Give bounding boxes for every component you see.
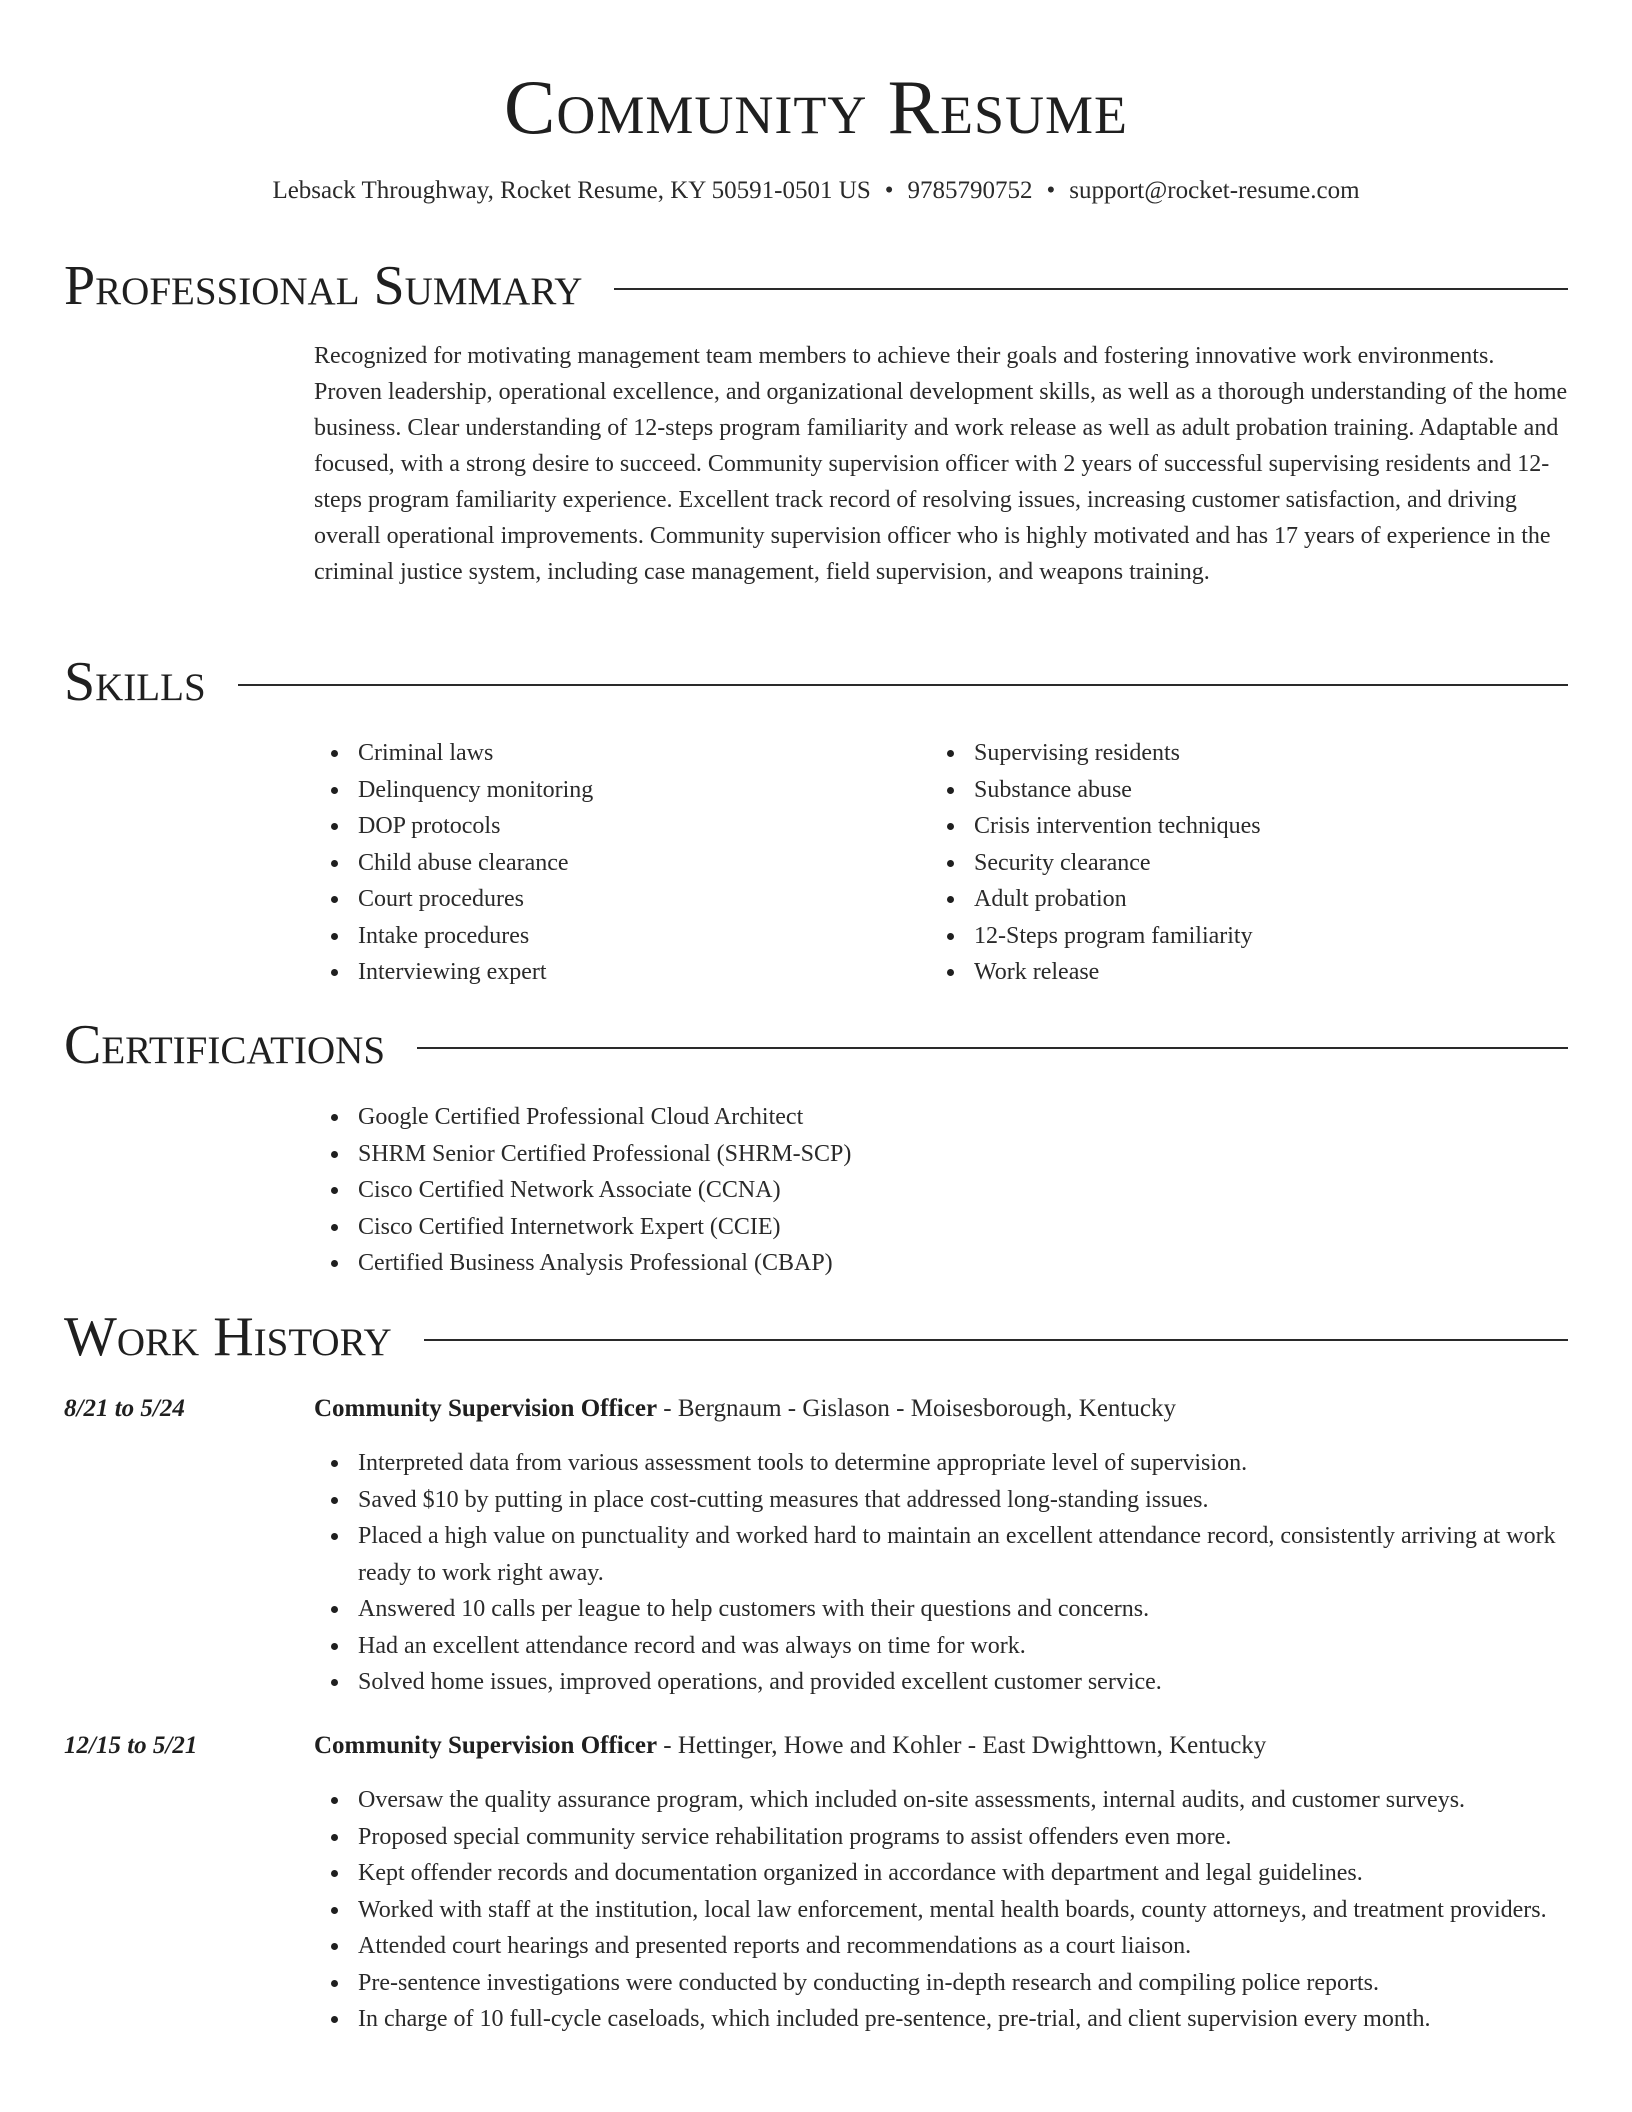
skill-item: Crisis intervention techniques: [930, 808, 1550, 845]
contact-phone: 9785790752: [907, 177, 1033, 204]
job-duty-item: Had an excellent attendance record and was always on time for work.: [314, 1628, 1568, 1665]
certifications-heading: Certifications: [64, 1014, 386, 1076]
job-employer-location: - Bergnaum - Gislason - Moisesborough, Kentucky: [657, 1395, 1176, 1422]
skill-item: Substance abuse: [930, 772, 1550, 809]
job-duties-list: [314, 1445, 1568, 1701]
job-duty-item: Solved home issues, improved operations, and provided excellent customer service.: [314, 1664, 1568, 1701]
resume-name: Community Resume: [504, 64, 1128, 150]
summary-section-header: [64, 254, 1568, 318]
skill-item: Intake procedures: [314, 918, 914, 955]
certification-item: Cisco Certified Internetwork Expert (CCIE): [314, 1209, 1568, 1246]
job-duty-item: Proposed special community service rehabilitation programs to assist offenders even more.: [314, 1819, 1568, 1856]
section-divider: [417, 1047, 1568, 1049]
job-duty-item: Kept offender records and documentation organized in accordance with department and legal guidelines.: [314, 1855, 1568, 1892]
section-divider: [424, 1339, 1568, 1341]
contact-line: [0, 174, 1632, 208]
job-duty-item: Answered 10 calls per league to help customers with their questions and concerns.: [314, 1591, 1568, 1628]
certifications-list: [314, 1099, 1568, 1282]
job-duty-item: Pre-sentence investigations were conducted by conducting in-depth research and compiling police reports.: [314, 1965, 1568, 2002]
certifications-section-header: [64, 1013, 1568, 1077]
job-title-line: [314, 1729, 1568, 1763]
skill-item: Supervising residents: [930, 735, 1550, 772]
summary-text: Recognized for motivating management team members to achieve their goals and fostering innovative work environments. Proven leadership, operational excellence, and organizational development skills, as well as a thorough understanding of the home business. Clear understanding of 12-steps program familiarity and work release as well as adult probation training. Adaptable and focused, with a strong desire to succeed. Community supervision officer with 2 years of successful supervising residents and 12-steps program familiarity experience. Excellent track record of resolving issues, increasing customer satisfaction, and driving overall operational improvements. Community supervision officer who is highly motivated and has 17 years of experience in the criminal justice system, including case management, field supervision, and weapons training.: [314, 343, 1568, 585]
skill-item: Security clearance: [930, 845, 1550, 882]
skill-item: Court procedures: [314, 881, 914, 918]
job-title-line: [314, 1392, 1568, 1426]
job-dates: 12/15 to 5/21: [64, 1732, 198, 1759]
job-duties-list: [314, 1782, 1568, 2038]
certification-item: Google Certified Professional Cloud Architect: [314, 1099, 1568, 1136]
job-duty-item: Interpreted data from various assessment tools to determine appropriate level of supervision.: [314, 1445, 1568, 1482]
skills-section-header: [64, 650, 1568, 714]
job-duty-item: In charge of 10 full-cycle caseloads, which included pre-sentence, pre-trial, and client supervision every month.: [314, 2001, 1568, 2038]
job-duty-item: Attended court hearings and presented reports and recommendations as a court liaison.: [314, 1928, 1568, 1965]
skill-item: Delinquency monitoring: [314, 772, 914, 809]
contact-address: Lebsack Throughway, Rocket Resume, KY 50591-0501 US: [272, 177, 871, 204]
job-dates: 8/21 to 5/24: [64, 1395, 185, 1422]
skill-item: DOP protocols: [314, 808, 914, 845]
certification-item: Certified Business Analysis Professional (CBAP): [314, 1245, 1568, 1282]
job-duty-item: Placed a high value on punctuality and worked hard to maintain an excellent attendance record, consistently arriving at work ready to work right away.: [314, 1518, 1568, 1591]
contact-separator: •: [1046, 177, 1056, 204]
certification-item: SHRM Senior Certified Professional (SHRM-SCP): [314, 1136, 1568, 1173]
skill-item: Child abuse clearance: [314, 845, 914, 882]
job-duty-item: Worked with staff at the institution, local law enforcement, mental health boards, county attorneys, and treatment providers.: [314, 1892, 1568, 1929]
section-divider: [238, 684, 1568, 686]
contact-email: support@rocket-resume.com: [1069, 177, 1360, 204]
skill-item: Interviewing expert: [314, 954, 914, 991]
certification-item: Cisco Certified Network Associate (CCNA): [314, 1172, 1568, 1209]
work-history-section-header: [64, 1305, 1568, 1369]
summary-heading: Professional Summary: [64, 255, 583, 317]
skill-item: Criminal laws: [314, 735, 914, 772]
work-history-heading: Work History: [64, 1306, 392, 1368]
skills-list-right: [930, 735, 1550, 991]
job-title: Community Supervision Officer: [314, 1732, 658, 1759]
job-employer-location: - Hettinger, Howe and Kohler - East Dwighttown, Kentucky: [657, 1732, 1267, 1759]
skill-item: Adult probation: [930, 881, 1550, 918]
contact-separator: •: [884, 177, 894, 204]
section-divider: [614, 288, 1568, 290]
skills-list-left: [314, 735, 914, 991]
skills-heading: Skills: [64, 651, 206, 713]
job-duty-item: Oversaw the quality assurance program, which included on-site assessments, internal audits, and customer surveys.: [314, 1782, 1568, 1819]
skill-item: Work release: [930, 954, 1550, 991]
job-duty-item: Saved $10 by putting in place cost-cutting measures that addressed long-standing issues.: [314, 1482, 1568, 1519]
job-title: Community Supervision Officer: [314, 1395, 658, 1422]
skill-item: 12-Steps program familiarity: [930, 918, 1550, 955]
